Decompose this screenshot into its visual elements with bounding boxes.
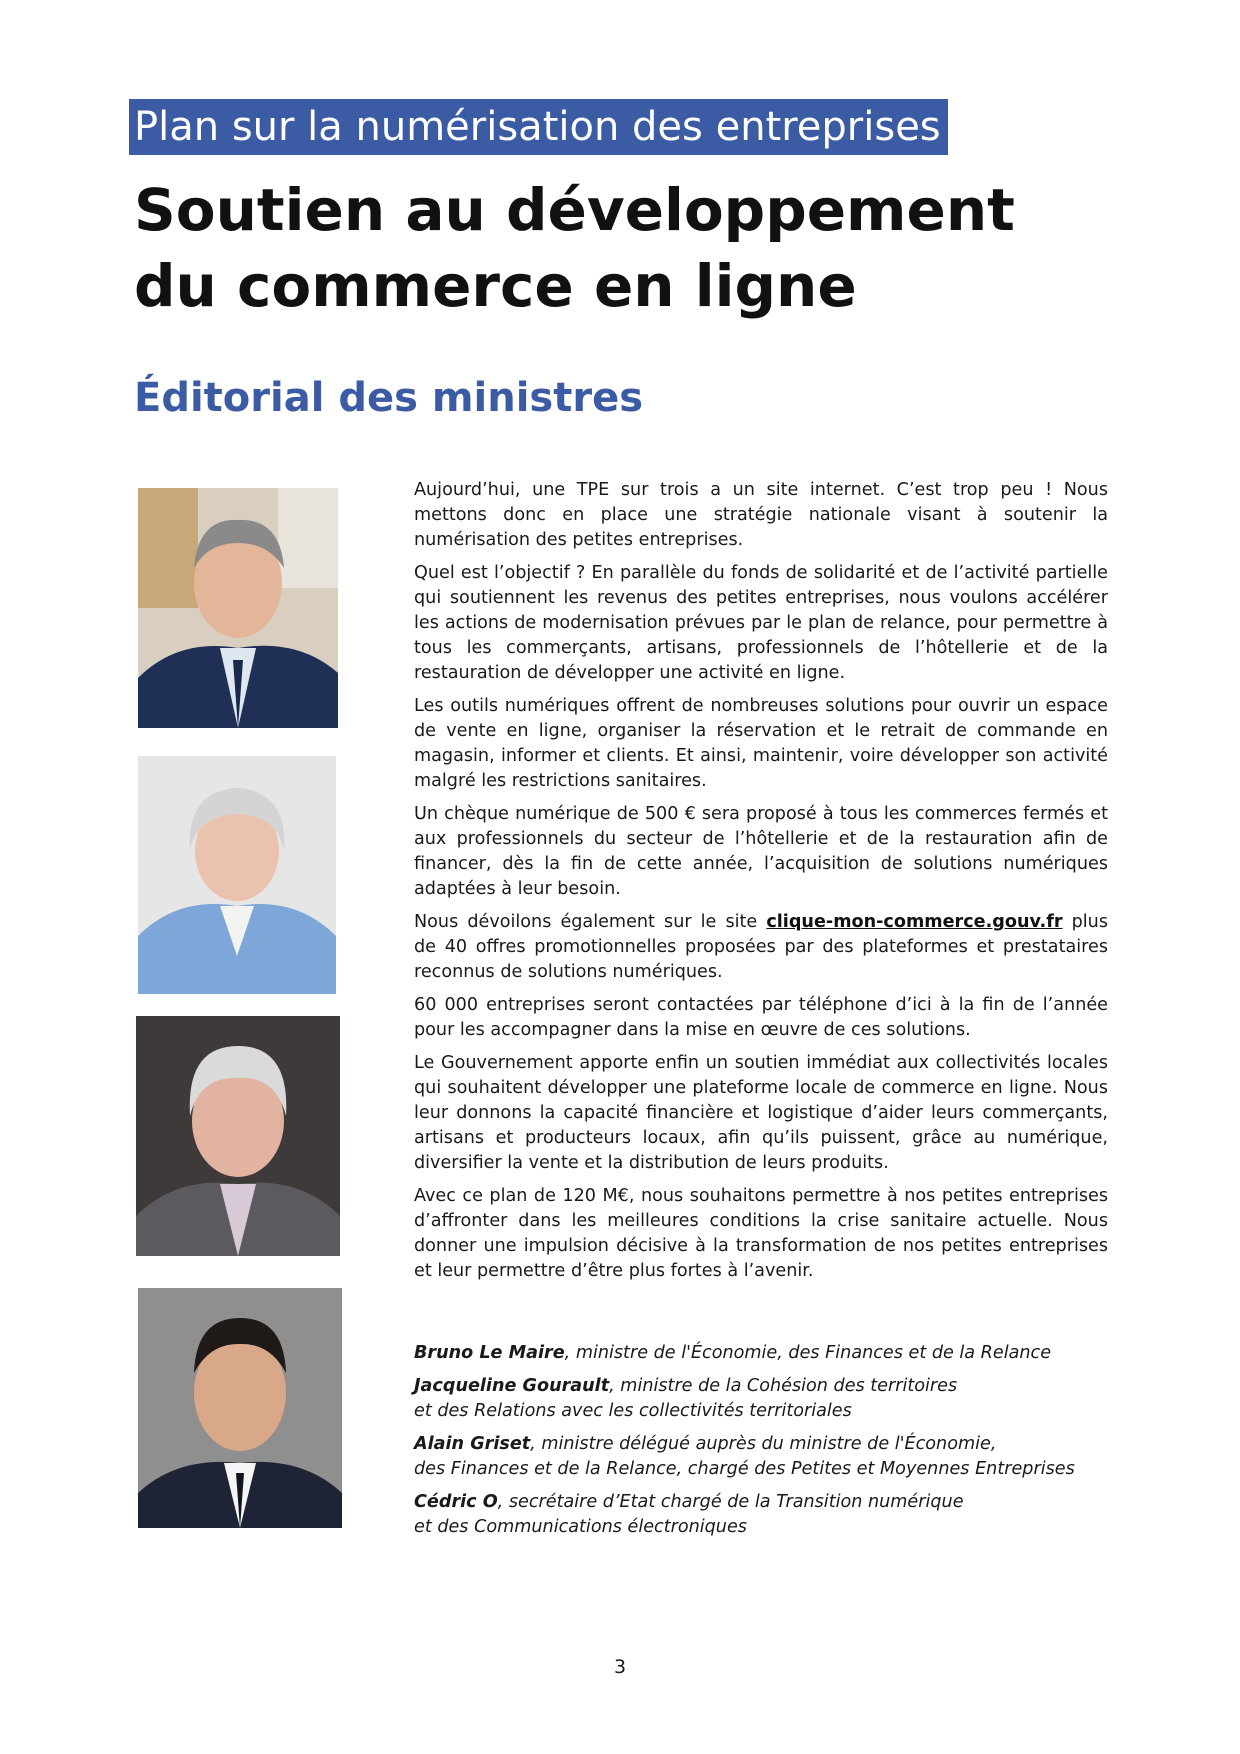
signature-1 — [414, 1341, 1114, 1366]
signature-role: , ministre délégué auprès du ministre de l'Économie, — [530, 1434, 997, 1454]
paragraph-6: 60 000 entreprises seront contactées par téléphone d’ici à la fin de l’année pour les accompagner dans la mise en œuvre de ces solutions. — [414, 995, 1108, 1040]
paragraph-5-before: Nous dévoilons également sur le site — [414, 912, 767, 932]
page-title-line-2: du commerce en ligne — [134, 252, 857, 320]
paragraph-7: Le Gouvernement apporte enfin un soutien immédiat aux collectivités locales qui souhaitent développer une plateforme locale de commerce en ligne. Nous leur donnons la capacité financière et logistique d’aider leurs commerçants, artisans et producteurs locaux, afin qu’ils puissent, grâce au numérique, diversifier la vente et la distribution de leurs produits. — [414, 1053, 1108, 1173]
paragraph-8: Avec ce plan de 120 M€, nous souhaitons permettre à nos petites entreprises d’affronter dans les meilleures conditions la crise sanitaire actuelle. Nous donner une impulsion décisive à la transformation de nos petites entreprises et leur permettre d’être plus fortes à l’avenir. — [414, 1186, 1108, 1281]
page-title-line-1: Soutien au développement — [134, 176, 1015, 244]
signature-name: Jacqueline Gourault — [414, 1376, 610, 1396]
page-title — [134, 172, 1034, 324]
minister-photo-2 — [138, 756, 336, 994]
signature-role-line-2: et des Communications électroniques — [414, 1517, 747, 1537]
signature-role-line-2: des Finances et de la Relance, chargé des Petites et Moyennes Entreprises — [414, 1459, 1075, 1479]
signature-role: , ministre de la Cohésion des territoires — [609, 1376, 958, 1396]
minister-photo-1 — [138, 488, 338, 728]
minister-photo-4 — [138, 1288, 342, 1528]
header-banner: Plan sur la numérisation des entreprises — [129, 99, 948, 155]
signature-role-line-2: et des Relations avec les collectivités territoriales — [414, 1401, 852, 1421]
paragraph-1: Aujourd’hui, une TPE sur trois a un site internet. C’est trop peu ! Nous mettons donc en place une stratégie nationale visant à soutenir la numérisation des petites entreprises. — [414, 480, 1108, 550]
paragraph-5-after: plus de 40 offres promotionnelles proposées par des plateformes et prestataires reconnus de solutions numériques. — [414, 912, 1108, 982]
paragraph-2: Quel est l’objectif ? En parallèle du fonds de solidarité et de l’activité partielle qui soutiennent les revenus des petites entreprises, nous voulons accélérer les actions de modernisation prévues par le plan de relance, pour permettre à tous les commerçants, artisans, professionnels de l’hôtellerie et de la restauration de développer une activité en ligne. — [414, 563, 1108, 683]
editorial-text — [414, 478, 1108, 1292]
signature-3 — [414, 1432, 1114, 1482]
section-title: Éditorial des ministres — [134, 375, 644, 421]
signatures — [414, 1341, 1114, 1548]
page-number: 3 — [613, 1656, 627, 1678]
paragraph-5 — [414, 910, 1108, 985]
signature-4 — [414, 1490, 1114, 1540]
signature-name: Alain Griset — [414, 1434, 531, 1454]
signature-name: Bruno Le Maire — [414, 1343, 565, 1363]
signature-role: , secrétaire d’Etat chargé de la Transition numérique — [497, 1492, 964, 1512]
paragraph-4: Un chèque numérique de 500 € sera proposé à tous les commerces fermés et aux professionnels du secteur de l’hôtellerie et de la restauration afin de financer, dès la fin de cette année, l’acquisition de solutions numériques adaptées à leur besoin. — [414, 804, 1108, 899]
signature-2 — [414, 1374, 1114, 1424]
signature-name: Cédric O — [414, 1492, 498, 1512]
paragraph-3: Les outils numériques offrent de nombreuses solutions pour ouvrir un espace de vente en ligne, organiser la réservation et le retrait de commande en magasin, informer et clients. Et ainsi, maintenir, voire développer son activité malgré les restrictions sanitaires. — [414, 696, 1108, 791]
signature-role: , ministre de l'Économie, des Finances et de la Relance — [564, 1343, 1052, 1363]
clique-mon-commerce-link[interactable]: clique-mon-commerce.gouv.fr — [766, 912, 1063, 932]
minister-photo-3 — [136, 1016, 340, 1256]
